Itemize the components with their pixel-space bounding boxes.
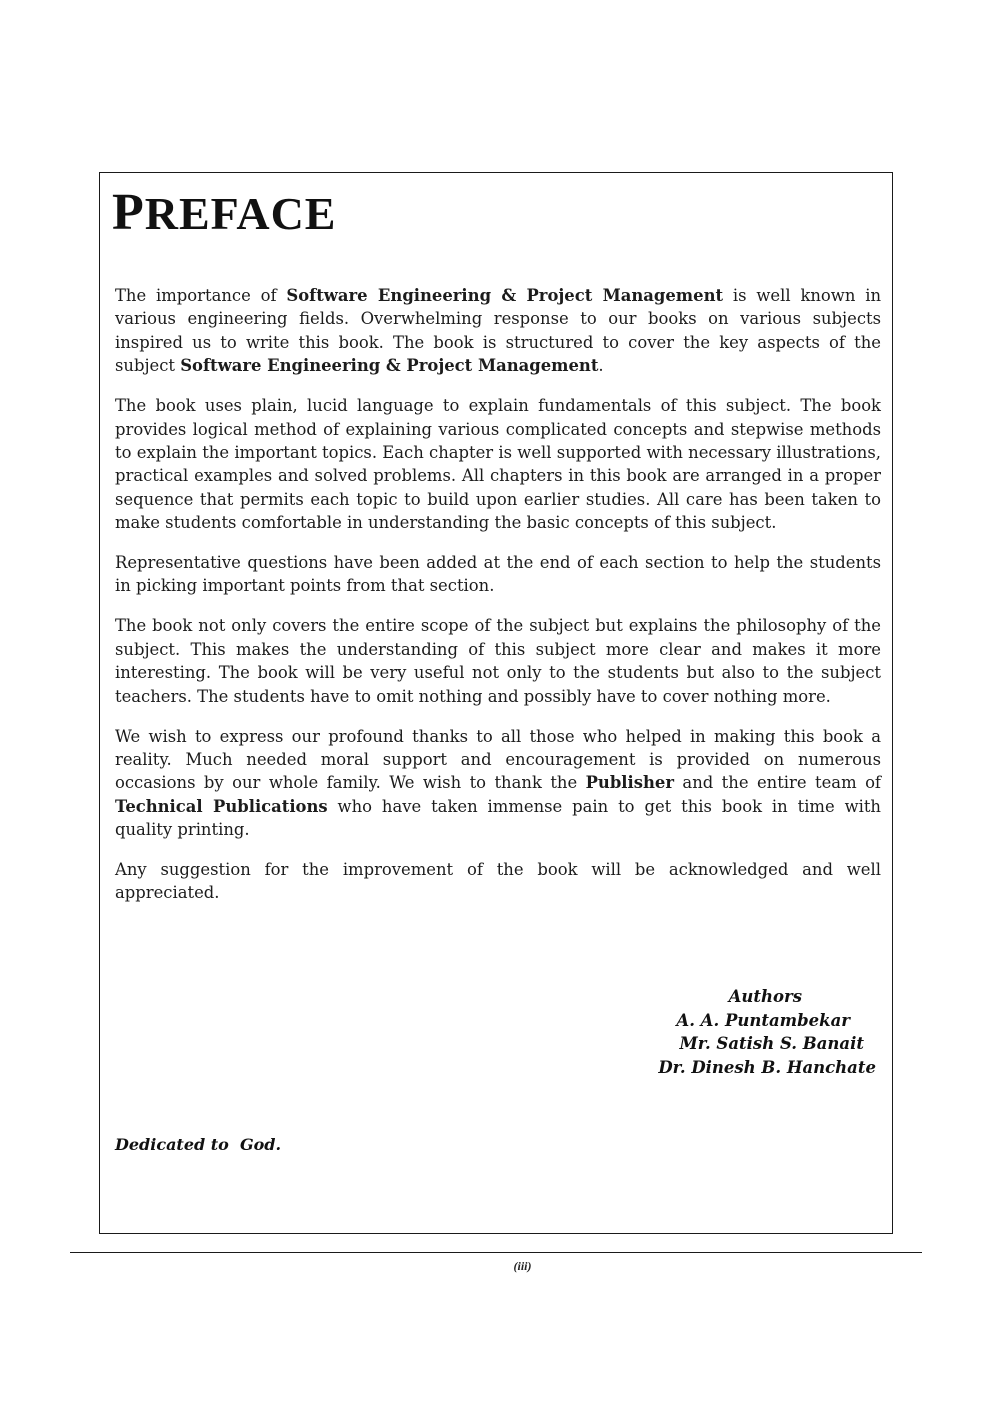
preface-body <box>115 284 881 921</box>
title-rest: REFACE <box>144 188 337 239</box>
text-segment: We wish to express our profound thanks to all those who helped in making this book a reality. Much needed moral support and encouragement is provided on numerous occasions by our whole family. We wish to thank the <box>115 726 881 793</box>
text-segment: who have taken immense pain to get this book in time with quality printing. <box>115 796 881 840</box>
author-name: A. A. Puntambekar <box>676 1010 850 1030</box>
text-segment: Representative questions have been added at the end of each section to help the students in picking important points from that section. <box>115 553 881 596</box>
signature-heading: Authors <box>728 987 802 1006</box>
bold-text-segment: Technical Publications <box>115 796 328 816</box>
paragraph-2 <box>115 394 881 534</box>
paragraph-1 <box>115 284 881 378</box>
preface-frame <box>99 172 893 1234</box>
bold-text-segment: Software Engineering & Project Management <box>286 286 724 305</box>
text-segment: . <box>598 356 604 376</box>
paragraph-6 <box>115 858 881 905</box>
author-name: Dr. Dinesh B. Hanchate <box>658 1057 876 1077</box>
paragraph-3 <box>115 551 881 598</box>
text-segment: and the entire team of <box>673 773 881 793</box>
title-initial: P <box>112 184 145 241</box>
text-segment: Any suggestion for the improvement of the book will be acknowledged and well appreciated. <box>115 860 881 903</box>
text-segment: is well known in various engineering fields. Overwhelming response to our books on various subjects inspired us to write this book. The book is structured to cover the key aspects of the subject <box>115 286 882 376</box>
paragraph-5 <box>115 725 881 842</box>
footer-divider <box>70 1252 922 1253</box>
dedication: Dedicated to God. <box>115 1135 282 1154</box>
text-segment: The book uses plain, lucid language to explain fundamentals of this subject. The book provides logical method of explaining various complicated concepts and stepwise methods to explain the important topics. Each chapter is well supported with necessary illustrations, practical examples and solved problems. All chapters in this book are arranged in a proper sequence that permits each topic to build upon earlier studies. All care has been taken to make students comfortable in understanding the basic concepts of this subject. <box>115 396 881 533</box>
author-name: Mr. Satish S. Banait <box>679 1034 864 1054</box>
text-segment: The book not only covers the entire scope of the subject but explains the philosophy of the subject. This makes the understanding of this subject more clear and makes it more interesting. The book will be very useful not only to the students but also to the subject teachers. The students have to omit nothing and possibly have to cover nothing more. <box>115 616 881 706</box>
paragraph-4 <box>115 614 881 708</box>
bold-text-segment: Publisher <box>585 773 674 793</box>
page-number: (iii) <box>513 1259 532 1273</box>
page-title <box>112 183 336 242</box>
text-segment: The importance of <box>115 286 287 305</box>
author-signature <box>658 985 876 1079</box>
bold-text-segment: Software Engineering & Project Management <box>180 356 599 376</box>
